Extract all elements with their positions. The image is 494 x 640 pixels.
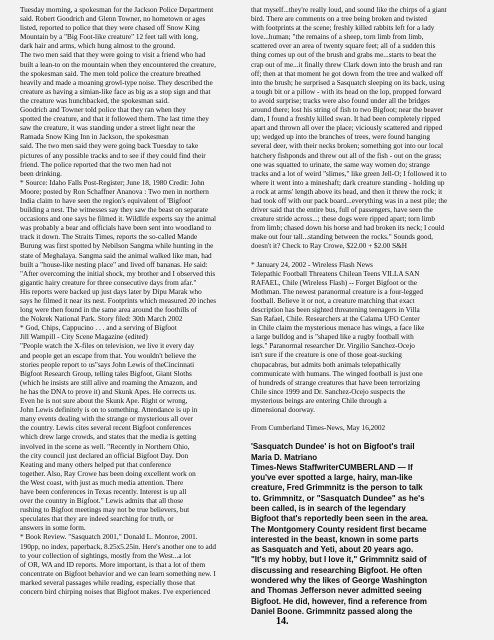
text-line: in Chile claim the mysterious menace has wings, a face like [251, 324, 425, 333]
text-line: a large bulldog and is "shaped like a rugby football with [251, 333, 414, 342]
text-line: football. Believe it or not, a creature matching that exact [251, 296, 415, 305]
text-line: and people get an escape from that. You wouldn't believe the [20, 351, 197, 360]
text-line: been drinking. [20, 169, 62, 178]
text-line: "People watch the X-files on television, we live it every day [20, 342, 195, 351]
text-line: RAFAEL, Chile (Wireless Flash) -- Forget Bigfoot or the [251, 278, 417, 287]
text-line: wondered why the likes of George Washington [251, 576, 428, 586]
cumberland-source-heading: From Cumberland Times-News, May 16,2002 [251, 424, 386, 433]
text-line: Keating and many others helped put that conference [20, 460, 172, 469]
text-line: "After overcoming the initial shock, my brother and I observed this [20, 269, 216, 278]
text-line: long were then found in the same area around the foothills of [20, 306, 197, 315]
book-review-continuation [251, 6, 479, 252]
text-line: from limb; chased down his horse and had broken its neck; I could [251, 224, 445, 233]
text-line: India claim to have seen the region's equivalent of 'Bigfoot' [20, 196, 193, 205]
text-line: description has been sighted threatening teenagers in Villa [251, 306, 420, 314]
text-line: the creature was hunchbacked, the spokesman said. [20, 96, 169, 105]
text-line: answers in some form. [20, 524, 86, 533]
text-line: Ramada Snow King Inn in Jackson, the spokesman [20, 133, 169, 142]
text-line: into the brush; he surprised a Sasquatch sleeping on its back, using [251, 78, 445, 87]
text-line: up; wedged up into the branches of trees, were found hanging [251, 133, 430, 142]
text-line: to avoid surprise; tracks were also found under all the bridges [251, 96, 430, 105]
text-line: to your collection of sightings, mostly from the West...a lot [20, 551, 192, 560]
text-line: several deer, with their necks broken; something got into our local [251, 142, 443, 151]
text-line: which drew large crowds, and states that the media is getting [20, 433, 197, 442]
text-line: doesn't it? Check to Ray Crowe, $22.00 + $2.00 S&H [251, 242, 408, 251]
text-line: Burung was first spotted by Nebilson Sangma while hunting in the [20, 242, 214, 251]
text-line: legs." Paranormal researcher Dr. Virgilio Sanchez-Ocejo [251, 342, 415, 351]
text-line: apart and thrown all over the place; viciously scattered and ripped [251, 124, 443, 133]
text-line: state of Meghalaya. Sangma said the animal walked like man, had [20, 251, 212, 260]
text-line: was probably a bear and officials have been sent into woodland to [20, 224, 212, 233]
text-line: involved in the scene as well. "Recently in Northern Ohio, [20, 442, 190, 451]
text-line: crap out of me...it finally threw Clark down into the brush and ran [251, 60, 443, 69]
text-line: chupacabras, but admits both animals telepathically [251, 360, 401, 369]
text-line: occasions and one says he filmed it. Wildlife experts say the animal [20, 215, 217, 224]
text-line: tracks and a lot of weird "slimes," like green Jell-O; I followed it to [251, 169, 447, 178]
text-line: Even he is not sure about the Skunk Ape. Right or wrong, [20, 397, 188, 406]
text-line: dam, I found a freshly killed swan. It had been completely ripped [251, 115, 441, 124]
text-line: listed, reported to police that they were chased off Snow King [20, 24, 200, 33]
text-line: scattered over an area of twenty square feet; all of a sudden this [251, 42, 436, 51]
text-line: Telepathic Football Threatens Chilean Teens VILLA SAN [251, 269, 420, 278]
text-line: Bigfoot Research Group, telling tales Bigfoot, Giant Sloths [20, 369, 192, 378]
text-line: mysterious beings are entering Chile through a [251, 396, 387, 405]
text-line: dark hair and arms, which hung almost to the ground. [20, 42, 176, 51]
text-line: communicate with humans. The winged football is just one [251, 369, 423, 378]
text-line: a rock at arms' length above its head, and then it threw the rock; it [251, 187, 443, 196]
text-line: saw the creature, it was standing under a street light near the [20, 124, 196, 133]
text-line: spotted the creature, and that it followed them. The last time they [20, 115, 209, 124]
text-line: track it down. The Straits Times, reports the so-called Mande [20, 233, 198, 242]
text-line: Maria D. Matriano [251, 452, 318, 462]
text-line: heavily and made a moaning growl-type noise. They described the [20, 78, 213, 87]
text-line: he has the DNA to prove it) and Skunk Apes. He corrects us. [20, 387, 196, 396]
text-line: * Source: Idaho Falls Post-Register; June 18, 1980 Credit: John [20, 178, 205, 187]
text-line: rushing to Bigfoot meetings may not be true believers, but [20, 506, 190, 515]
text-line: the city council just declared an official Bigfoot Day. Don [20, 451, 189, 460]
text-line: speculates that they are indeed searching for truth, or [20, 515, 174, 524]
text-line: Goodrich and Towner told police that they ran when they [20, 106, 186, 115]
text-line: building a nest. The witnesses say they saw the beast on separate [20, 206, 208, 215]
text-line: says he filmed it near its nest. Footprints which measured 20 inches [20, 297, 217, 305]
text-line: Moore; posted by Ron Schaffner Ananova : Two men in northern [20, 187, 209, 196]
text-line: Daniel Boone. Grimmnitz passed along the [251, 606, 413, 616]
text-line: that myself...they're really loud, and sound like the chirps of a giant [251, 6, 447, 14]
text-line: the Nokrek National Park. Story filed: 30th March 2002 [20, 315, 183, 324]
right-column [251, 6, 479, 617]
text-line: Jill Wampill - City Scene Magazine (edited) [20, 333, 148, 342]
text-line: creature, Fred Grimmnitz is the person to talk [251, 483, 423, 493]
text-line: said. The two men said they were going back Tuesday to take [20, 142, 199, 151]
text-line: Times-News StaffwriterCUMBERLAND — If [251, 462, 413, 472]
text-line: the West coast, with just as much media attention. There [20, 478, 184, 487]
left-column [20, 6, 249, 597]
text-line: concern bird chirping noises that Bigfoot makes. I've experienced [20, 588, 211, 596]
wireless-flash-article [251, 261, 479, 416]
text-line: love...human; "the remains of a sheep, torn limb from limb, [251, 33, 424, 42]
text-line: gigantic hairy creature for three consecutive days from afar." [20, 278, 197, 287]
text-line: around there; lost his string of fish to two Bigfoot; near the beaver [251, 106, 444, 115]
text-line: been called, is in search of the legendary [251, 504, 406, 513]
text-line: the country. Lewis cites several recent Bigfoot conferences [20, 424, 192, 433]
text-line: built a lean-to on the mountain when they encountered the creature, [20, 60, 216, 69]
text-line: together. Also, Ray Crowe has been doing excellent work on [20, 469, 196, 478]
text-line: of hundreds of strange creatures that have been terrorizing [251, 378, 421, 387]
text-line: Bigfoot that's reportedly been seen in the area. [251, 514, 428, 524]
text-line: to. Grimmnitz, or "Sasquatch Dundee" as he's [251, 493, 425, 503]
text-line: * Book Review. "Sasquatch 2001," Donald L. Monroe, 2001. [20, 533, 198, 542]
text-line: with footprints at the scene; freshly killed rabbits left for a lady [251, 24, 435, 33]
text-line: bird. There are comments on a tree being broken and twisted [251, 15, 428, 24]
text-line: The Montgomery County resident first became [251, 524, 427, 534]
text-line: dimensional doorway. [251, 406, 315, 415]
text-line: stories people report to us"says John Lewis of theCincinnati [20, 360, 195, 369]
text-line: had took off with our pack board...everything was in a nest pile; the [251, 196, 448, 205]
text-line: creature as having a simian-like face as big as a stop sign and that [20, 87, 211, 96]
text-line: thing comes up out of the brush and grabs me...starts to beat the [251, 51, 437, 60]
text-line: * God, Chips, Cappucino . . . and a serving of Bigfoot [20, 324, 177, 333]
text-line: concentrate on Bigfoot behavior and we can learn something new. I [20, 569, 216, 578]
text-line: 190pp, no index, paperback, 8.25x5.25in. Here's another one to add [20, 542, 216, 551]
text-line: friend. The police reported that the two men had not [20, 160, 172, 169]
text-line: over the country in Bigfoot." Lewis admits that all those [20, 497, 184, 506]
text-line: (which he insists are still alive and roaming the Amazon, and [20, 378, 197, 387]
text-line: Mothman. The newest paranormal creature is a four-legged [251, 287, 424, 296]
text-line: San Rafael, Chile. Researchers at the Calama UFO Center [251, 315, 420, 324]
page-number: 14. [276, 616, 289, 627]
text-line: make out four tall...standing between the rocks." Sounds good, [251, 233, 433, 242]
text-line: driver said that the entire bus, full of passengers, have seen the [251, 206, 433, 215]
text-line: off; then at that moment he got down from the tree and walked off [251, 69, 444, 78]
text-line: marked several passages while reading, especially those that [20, 578, 196, 587]
text-line: Mountain by a "Big Foot-like creature" 12 feet tall with long, [20, 33, 199, 42]
text-line: John Lewis definitely is on to something. Attendance is up in [20, 406, 198, 415]
text-line: said. Robert Goodrich and Glenn Towner, no hometown or ages [20, 15, 206, 24]
text-line: interested in the beast, known in some parts [251, 534, 419, 544]
text-line: of OR, WA and ID reports. More important, is that a lot of them [20, 560, 206, 569]
text-line: many events dealing with the strange or mysterious all over [20, 415, 193, 424]
text-line: where it went into a mineshaft; dark creature standing - holding up [251, 178, 445, 187]
text-line: you've ever spotted a large, hairy, man-like [251, 473, 413, 483]
text-line: a tough bit or a pillow - with its head on the lop, propped forward [251, 87, 442, 96]
text-line: isn't sure if the creature is one of those goat-sucking [251, 351, 402, 360]
text-line: as Sasquatch and Yeti, about 20 years ago. [251, 545, 414, 555]
text-line: pictures of any possible tracks and to see if they could find their [20, 151, 206, 160]
text-line: Tuesday morning, a spokesman for the Jackson Police Department [20, 6, 214, 14]
text-line: have been conferences in Texas recently. Interest is up all [20, 487, 187, 496]
text-line: and Thomas Jefferson never admitted seeing [251, 586, 422, 596]
text-line: The two men said that they were going to visit a friend who had [20, 51, 206, 60]
text-line: His reports were backed up just days later by Dipu Marak who [20, 287, 202, 296]
text-line: "It's my hobby, but I love it," Grimmnitz said of [251, 555, 427, 565]
text-line: * January 24, 2002 - Wireless Flash News [251, 260, 374, 269]
text-line: the spokesman said. The men told police the creature breathed [20, 69, 201, 78]
text-line: 'Sasquatch Dundee' is hot on Bigfoot's trail [251, 442, 415, 452]
text-line: Chile since 1999 and Dr. Sanchez-Ocejo suspects the [251, 387, 406, 396]
text-line: built a "house-like nesting place" and lived off bananas. He said: [20, 260, 208, 269]
text-line: creature stride across...; these dogs were ripped apart; torn limb [251, 215, 436, 224]
text-line: Bigfoot. He did, however, find a reference from [251, 596, 427, 606]
text-line: one was squatted to urinate, the same way women do; strange [251, 160, 430, 169]
text-line: discussing and researching Bigfoot. He often [251, 565, 423, 575]
cumberland-article [251, 442, 479, 617]
text-line: hatchery fishponds and threw out all of the fish - out on the grass; [251, 151, 442, 160]
